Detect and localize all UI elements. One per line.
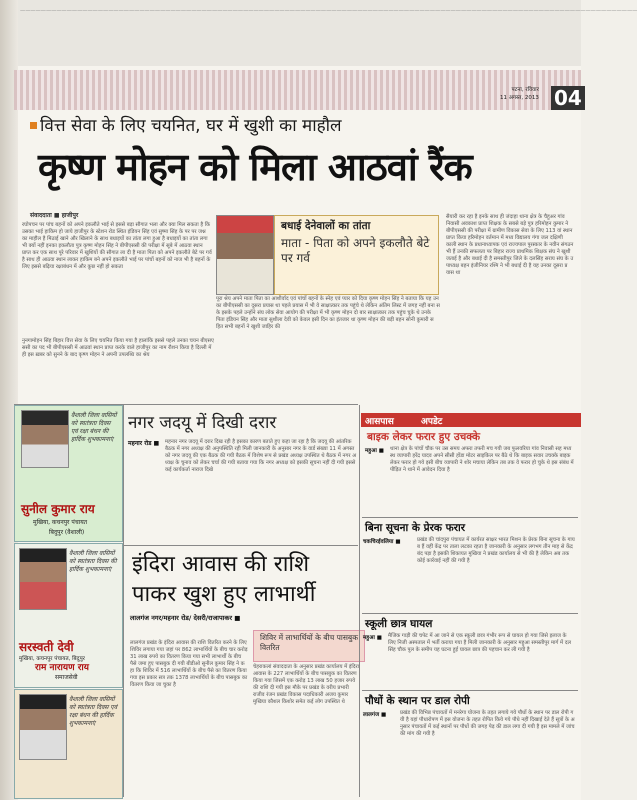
story3-headline: इंदिरा आवास की राशि पाकर खुश हुए लाभार्थी xyxy=(132,552,316,607)
header-date xyxy=(500,86,539,102)
story-byline: संवाददाता ■ हाजीपुर xyxy=(30,212,79,219)
greeting-card-3 xyxy=(14,689,123,799)
vertical-rule-1 xyxy=(359,405,360,797)
card2-sub: राम नारायण राय xyxy=(35,663,89,673)
story2-dateline: महनार रोड ■ xyxy=(128,440,160,447)
aaspaas-item4-headline: पौधों के स्थान पर डाल रोपी xyxy=(365,695,470,707)
aaspaas-item1-headline: बाइक लेकर फरार हुए उचक्के xyxy=(367,431,481,443)
story3-body-col2: चेहराकलां संवाददाता के अनुसार प्रखंड कार्यालय में इंदिरा आवास के 227 लाभार्थियों के बीच पासबुक का वितरण किया गया जिसमें एक करोड़ 13 लाख 50 हजार रुपये की राशि दी गयी इस मौके पर प्रखंड के वरीय प्रभारी राजीव रंजन प्रखंड विकास पदाधिकारी अजय कुमार मुखिया कौशल किशोर समेत कई लोग उपस्थित थे xyxy=(253,664,359,705)
card2-role: मुखिया, कचनपुर पंचायत, बिदुपुर xyxy=(19,656,85,662)
callout-title: बधाई देनेवालों का तांता xyxy=(281,220,371,232)
story-kicker: वित्त सेवा के लिए चयनित, घर में खुशी का माहौल xyxy=(40,116,342,136)
story3-dateline: लालगंज नगर/महनार रोड/ देसरी/राजापाकर ■ xyxy=(130,614,241,622)
aaspaas-item3-headline: स्कूली छात्र घायल xyxy=(365,618,433,630)
story-body-col1b: नुनगामोहन सिंह बिहार वित्त सेवा के लिए चयनित किया गया है हालांकि इससे पहले उनका चयन बीएसएससी का पद भी बीपीएससी में आठवां स्थान प्राप्त करके वाले हाजीपुर का नाम रौशन किया है दिल्ली में ही इस ख़बर को सुनने के बाद कृष्ण मोहन ने अपनी उपलब्धि का श्रेय xyxy=(22,338,214,358)
story2-body: महनार नगर जदयू में दरार दिख रही है इसका कारण बताते हुए कहा जा रहा है कि जदयू की आंतरिक बैठक में नगर अध्यक्ष की अनुपस्थिति रही मिली जानकारी के अनुसार नगर के वार्ड संख्या 11 में अगस्त को नगर जदयू की एक बैठक की गयी बैठक में विशेष रूप से प्रखंड अध्यक्ष उपस्थित थे बैठक में नगर अध्यक्ष के चुनाव को लेकर चर्चा की गयी बताया गया कि नगर अध्यक्ष को इसकी सूचना नहीं दी गयी इससे कई कार्यकर्ता नाराज दिखे xyxy=(165,439,357,473)
aaspaas-header xyxy=(361,413,581,427)
story-body-col3: सैयारी कर रहा है इनके साथ ही जंदाहा थाना क्षेत्र के चैहुअर गांव निवासी अवकाश प्राप्त शिक्षक के सबसे बड़े पुत्र हरिमोहन कुमार ने बीपीएससी की परीक्षा में ग्रामीण विकास सेवा के लिए 113 वां स्थान प्राप्त किया हरिमोहन वर्तमान में मध्य विद्यालय गंगा जल दक्षिणी काली स्थान के प्रधानाध्यापक एवं राज्यपाल पुरस्कार के नवीन संगठन भी हैं उनकी सफलता पर बिहार राज्य प्राथमिक शिक्षक संघ ने खुशी जताई है और बधाई दी है समस्तीपुर जिले के दलसिंह सराय संघ के उपाध्यक्ष बहन इंजीनियर रश्मि ने भी बधाई दी है यह उनका दूसरा प्रयास था xyxy=(446,214,574,276)
callout-box xyxy=(274,215,439,295)
aaspaas-item4-dateline: लालगंज ■ xyxy=(363,712,387,718)
aaspaas-item2-body: प्रखंड की चांदपुरा पंचायत में कार्यरत साक्षर भारत मिशन के प्रेरक बिना सूचना के गायब हैं वहीं केंद्र पर ताला लटका रहता है जानकारी के अनुसार लगभग तीन माह से केंद्र बंद पड़ा है इसकी शिकायत मुखिया ने प्रखंड कार्यालय से भी की है लेकिन अब तक कोई कार्रवाई नहीं की गयी है xyxy=(417,537,575,564)
card1-caption: वैशाली जिला वासियों को स्वतंत्रता दिवस एवं रक्षा बंधन की हार्दिक शुभकामनाएं xyxy=(71,412,117,443)
card2-caption: वैशाली जिला वासियों को स्वतंत्रता दिवस की हार्दिक शुभकामनाएं xyxy=(69,550,117,573)
aaspaas-item2-headline: बिना सूचना के प्रेरक फरार xyxy=(365,522,465,534)
card3-photo xyxy=(19,694,67,760)
header-date-text: 11 अगस्त, 2013 xyxy=(500,95,539,101)
krishna-mohan-photo xyxy=(216,215,274,295)
story3-box xyxy=(253,630,365,662)
sunil-photo xyxy=(21,410,69,468)
aaspaas-item1-body: थाना क्षेत्र के पांचों चौक पर उस समय अफरा तफरी मच गयी जब फुलवरिया गांव निवासी सह मध्यस्थ व्यापारी हरेंद्र यादव अपने सीसी होंडा मोटर साइकिल पर बैठे थे कि बाइक सवार उचक्के बाइक लेकर फरार हो गये इसी बीच व्यापारी ने शोर मचाया लेकिन तब तक वे फरार हो चुके थे इस संबंध में पीड़ित ने थाने में आवेदन दिया है xyxy=(390,446,574,473)
aaspaas-updates: अपडेट xyxy=(421,417,443,427)
previous-page-strip: ——————————————————————————————————————————————————————————————————————————————————————————————————————————————————————— xyxy=(0,0,581,66)
header-city-day: पटना, रविवार xyxy=(511,87,539,93)
kicker-bullet xyxy=(30,122,37,129)
aaspaas-item3-body: मैजिक गाड़ी की चपेट में आ जाने से एक स्कूली छात्र गंभीर रूप से घायल हो गया जिसे इलाज के लिए निजी अस्पताल में भर्ती कराया गया है मिली जानकारी के अनुसार महुआ समस्तीपुर मार्ग में दलसिंह चौक पुल के समीप यह घटना हुई घायल छात्र की पहचान कर ली गयी है xyxy=(388,633,572,653)
story3-body-col1: लालगंज प्रखंड के इंदिरा आवास की राशि वितरित करने के लिए शिविर लगाया गया जहां पर 862 लाभार्थियों के बीच चार करोड़ 31 लाख रुपये का वितरण किया गया सभी लाभार्थी के बीच पैसे जमा हुए पासबुक दी गयी बीडीओ सुनील कुमार सिंह ने कहा कि शिविर में 516 लाभार्थियों के बीच पैसे का वितरण किया गया इस प्रकार सत्र तक 1378 लाभार्थियों के बीच पासबुक का वितरण किया जा चुका है xyxy=(130,640,248,688)
horizontal-rule-2 xyxy=(124,545,358,546)
card1-name: सुनील कुमार राय xyxy=(21,502,95,516)
aaspaas-item1-dateline: महुआ ■ xyxy=(365,448,384,454)
card2-sub-role: समाजसेवी xyxy=(55,674,78,681)
story2-headline: नगर जदयू में दिखी दरार xyxy=(128,413,277,433)
story-body-col2: पूरा श्रेय अपने माता पिता का आशीर्वाद एवं पांचों बहनों के स्नेह एवं प्यार को दिया कृष्ण मोहन सिंह ने बताया कि यह उनका बीपीएससी का दूसरा प्रयास था पहले प्रयास में भी वे साक्षात्कार तक पहुंचे थे लेकिन अंतिम लिस्ट में जगह नहीं बना सके इसके पहले उन्होंने संघ लोक सेवा आयोग की परीक्षा में भी कृष्ण मोहन दो बार साक्षात्कार तक पहुंच चुके थे उनके पिता इंडियन सिंह और माता सुशीला देवी को केवल इसी दिन का इंतजार था कृष्ण मोहन की बड़ी बहन सोनी कुमारी सहित सभी बहनों ने खुशी जाहिर की xyxy=(216,296,440,330)
header-banner xyxy=(14,70,581,110)
story-headline: कृष्ण मोहन को मिला आठवां रैंक xyxy=(38,145,472,189)
horizontal-rule-3 xyxy=(362,517,578,518)
page-number: 04 xyxy=(551,86,585,110)
aaspaas-item2-dateline: चकचिरईवलिया ■ xyxy=(363,539,401,545)
saraswati-photo xyxy=(19,548,67,610)
card2-name: सरस्वती देवी xyxy=(19,640,74,654)
card3-caption: वैशाली जिला वासियों को स्वतंत्रता दिवस एवं रक्षा बंधन की हार्दिक शुभकामनाएं xyxy=(69,696,118,727)
aaspaas-label: आसपास xyxy=(365,417,394,427)
callout-text: माता - पिता को अपने इकलौते बेटे पर गर्व xyxy=(281,236,430,265)
aaspaas-item3-dateline: महुआ ■ xyxy=(363,635,382,641)
card1-role: मुखिया, कचनपुर पंचायत xyxy=(33,519,88,526)
horizontal-rule-4 xyxy=(362,613,578,614)
greeting-card-2 xyxy=(14,543,123,688)
greeting-card-1 xyxy=(14,405,123,542)
vertical-rule-2 xyxy=(123,405,124,797)
card1-place: बिदुपुर (वैशाली) xyxy=(49,529,85,536)
story-body-col1: रघोपचन पर पांच बहनों को अपने इकलौते भाई से इससे बड़ा सौगात भला और क्या मिल सकता है कि उसका भाई हाकिम हो जाये हाजीपुर के स्टेशन रोड स्थित इंडियन सिंह एवं सुष्मा सिंह के पर पर जश्न का माहौल है मिठाई खाने और खिलाने के साथ बधाइयों का तांता लगा हुआ है बधाइयों का तांता लगा भी क्यों नहीं इनका इकलौता पुत्र कृष्ण मोहन सिंह ने बीपीएससी की परीक्षा में सूबे में आठवा स्थान प्राप्त कर एक साथ पूरे परिवार में खुशियों की सौगात ला दी है माता पिता को अपने इकलौते बेटे पर गर्व है साथ ही आठवा स्थान लाकर हाकिम बने अपने इकलौते भाई पर पांचों बहनों को नाज भी है बहनों के लिए इससे बढ़िया रक्षाबंधन में और कुछ नहीं हो सकता xyxy=(22,222,212,270)
aaspaas-item4-body: प्रखंड की विभिन्न पंचायतों में मनरेगा योजना के तहत लगाये गये पौधों के स्थान पर डाल रोपी गयी है यहां पौधारोपण में इस योजना के तहत रोपित किये गये पौधे नहीं दिखाई देते हैं सूत्रों के अनुसार पंचायतों में कई स्थानों पर पौधों की जगह पेड़ की डाल लगा दी गयी है इस मामले में जांच की मांग की गयी है xyxy=(400,710,575,737)
horizontal-rule-5 xyxy=(362,690,578,691)
story3-box-text: शिविर में लाभार्थियों के बीच पासबुक वितरित xyxy=(260,633,358,652)
